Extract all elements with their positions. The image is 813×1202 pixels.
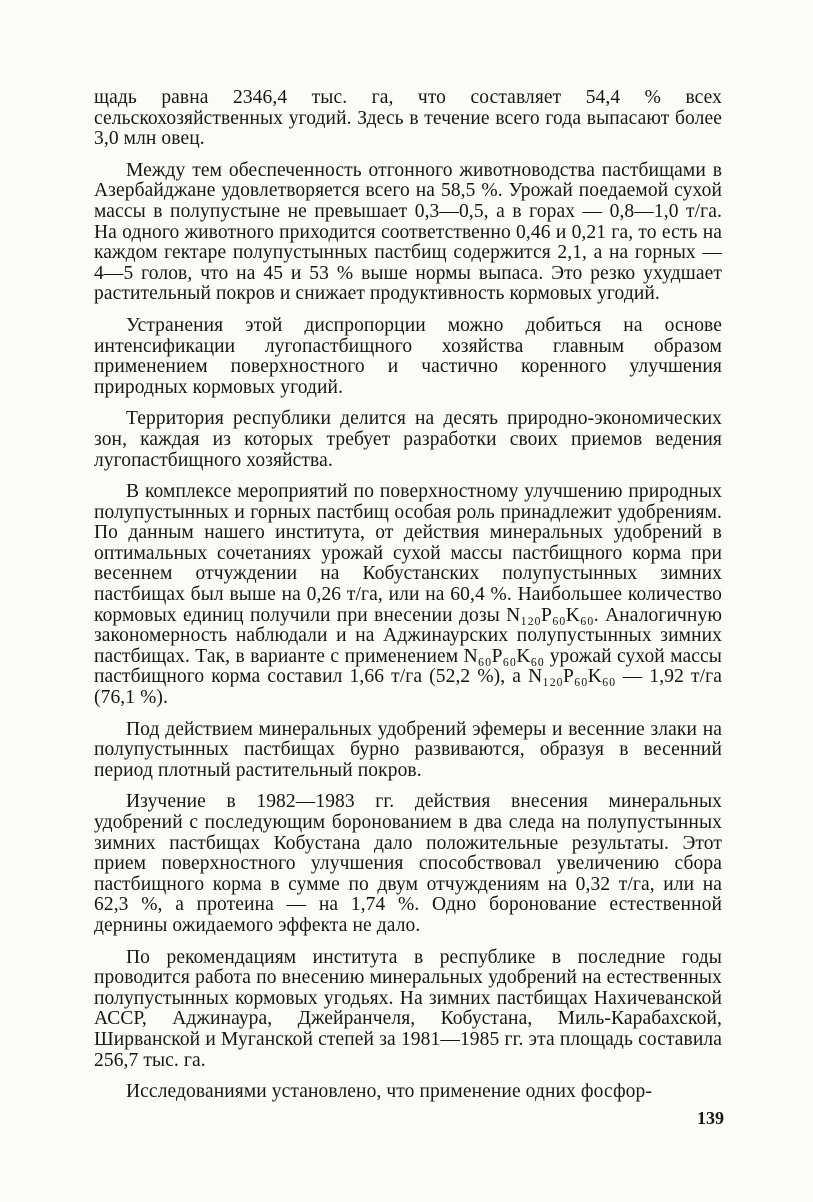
page-number: 139 xyxy=(697,1108,724,1128)
paragraph: По рекомендациям института в республике в последние годы проводится работа по внесению минеральных удобрений на естественных полупустынных кормовых угодьях. На зимних пастбищах Нахичеванской АССР, Аджинаура, Джейранчеля, Кобустана, Миль-Карабахской, Ширванской и Муганской степей за 1981—1985 гг. эта площадь составила 256,7 тыс. га. xyxy=(94,946,722,1071)
paragraph: Устранения этой диспропорции можно добиться на основе интенсификации лугопастбищного хозяйства главным образом применением поверхностного и частично коренного улучшения природных кормовых угодий. xyxy=(94,314,722,398)
paragraph: В комплексе мероприятий по поверхностному улучшению природных полупустынных и горных пастбищ особая роль принадлежит удобрениям. По данным нашего института, от действия минеральных удобрений в оптимальных сочетаниях урожай сухой массы пастбищного корма при весеннем отчуждении на Кобустанских полупустынных зимних пастбищах был выше на 0,26 т/га, или на 60,4 %. Наибольшее количество кормовых единиц получили при внесении дозы N₁₂₀P₆₀K₆₀. Аналогичную закономерность наблюдали и на Аджинаурских полупустынных зимних пастбищах. Так, в варианте с применением N₆₀P₆₀K₆₀ урожай сухой массы пастбищного корма составил 1,66 т/га (52,2 %), а N₁₂₀P₆₀K₆₀ — 1,92 т/га (76,1 %). xyxy=(94,481,722,709)
paragraph: Территория республики делится на десять природно-экономических зон, каждая из которых требует разработки своих приемов ведения лугопастбищного хозяйства. xyxy=(94,408,722,471)
paragraph: Изучение в 1982—1983 гг. действия внесения минеральных удобрений с последующим боронованием в два следа на полупустынных зимних пастбищах Кобустана дало положительные результаты. Этот прием поверхностного улучшения способствовал увеличению сбора пастбищного корма в сумме по двум отчуждениям на 0,32 т/га, или на 62,3 %, а протеина — на 1,74 %. Одно боронование естественной дернины ожидаемого эффекта не дало. xyxy=(94,791,722,936)
paragraph: Исследованиями установлено, что применение одних фосфор- xyxy=(126,1081,652,1103)
paragraph: Под действием минеральных удобрений эфемеры и весенние злаки на полупустынных пастбищах бурно развиваются, образуя в весенний период плотный растительный покров. xyxy=(94,718,722,781)
paragraph: щадь равна 2346,4 тыс. га, что составляет 54,4 % всех сельскохозяйственных угодий. Здесь в течение всего года выпасают более 3,0 млн овец. xyxy=(94,87,722,150)
body-text xyxy=(94,88,722,1114)
paragraph: Между тем обеспеченность отгонного животноводства пастбищами в Азербайджане удовлетворяется всего на 58,5 %. Урожай поедаемой сухой массы в полупустыне не превышает 0,3—0,5, а в горах — 0,8—1,0 т/га. На одного животного приходится соответственно 0,46 и 0,21 га, то есть на каждом гектаре полупустынных пастбищ содержится 2,1, а на горных — 4—5 голов, что на 45 и 53 % выше нормы выпаса. Это резко ухудшает растительный покров и снижает продуктивность кормовых угодий. xyxy=(94,159,722,305)
